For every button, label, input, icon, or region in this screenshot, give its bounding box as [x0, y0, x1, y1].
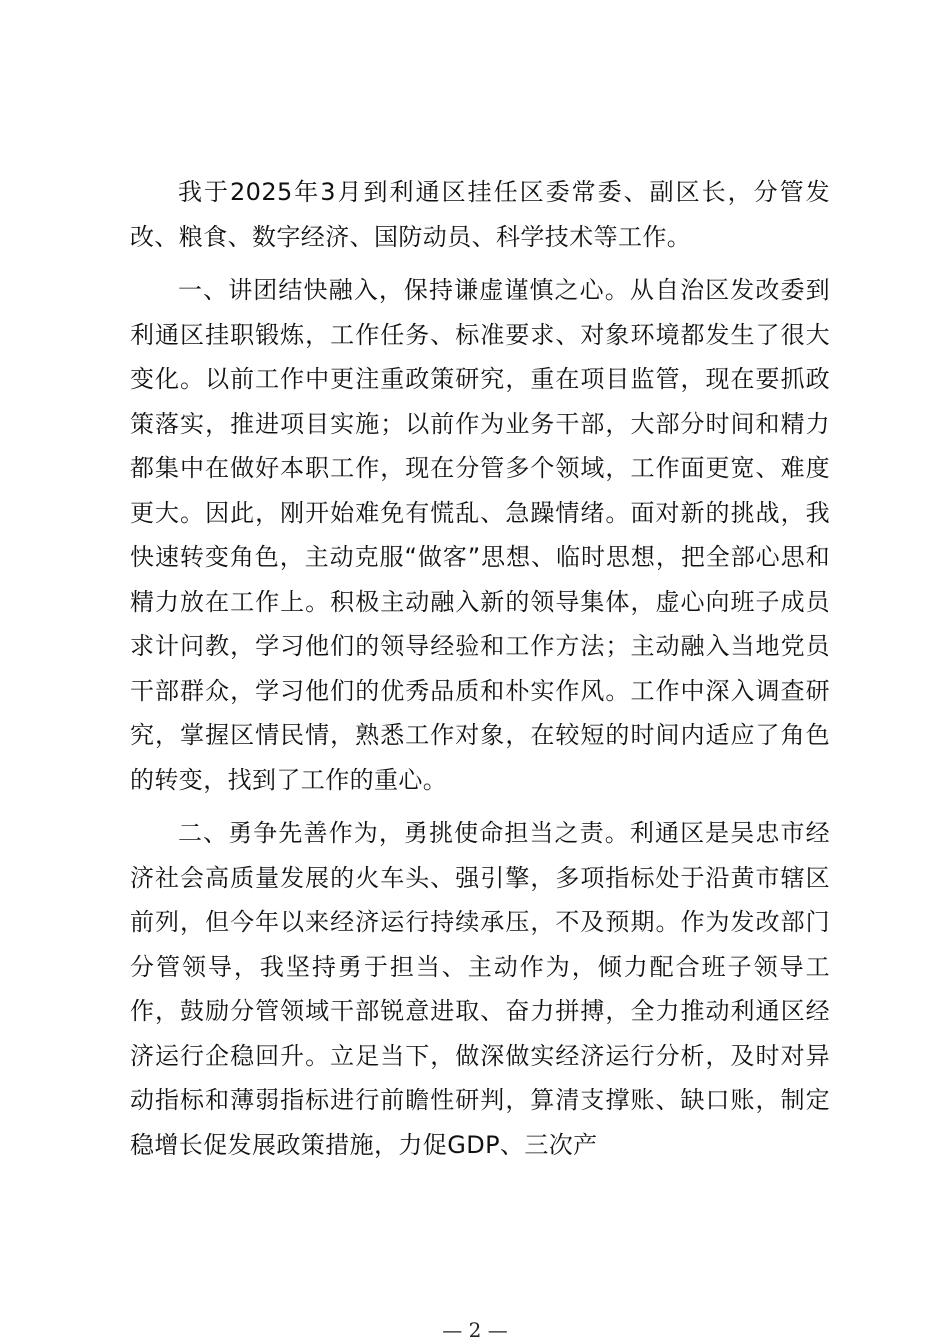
paragraph-section-1: 一、讲团结快融入，保持谦虚谨慎之心。从自治区发改委到利通区挂职锻炼，工作任务、标准要求、对象环境都发生了很大变化。以前工作中更注重政策研究，重在项目监管，现在要抓政策落实，推进项目实施；以前作为业务干部，大部分时间和精力都集中在做好本职工作，现在分管多个领域，工作面更宽、难度更大。因此，刚开始难免有慌乱、急躁情绪。面对新的挑战，我快速转变角色，主动克服“做客”思想、临时思想，把全部心思和精力放在工作上。积极主动融入新的领导集体，虚心向班子成员求计问教，学习他们的领导经验和工作方法；主动融入当地党员干部群众，学习他们的优秀品质和朴实作风。工作中深入调查研究，掌握区情民情，熟悉工作对象，在较短的时间内适应了角色的转变，找到了工作的重心。: [130, 276, 830, 794]
page-number: — 2 —: [442, 1318, 508, 1342]
paragraph-intro: 我于2025年3月到利通区挂任区委常委、副区长，分管发改、粮食、数字经济、国防动员、科学技术等工作。: [130, 178, 830, 251]
paragraph-section-2: 二、勇争先善作为，勇挑使命担当之责。利通区是吴忠市经济社会高质量发展的火车头、强引擎，多项指标处于沿黄市辖区前列，但今年以来经济运行持续承压，不及预期。作为发改部门分管领导，我坚持勇于担当、主动作为，倾力配合班子领导工作，鼓励分管领域干部锐意进取、奋力拼搏，全力推动利通区经济运行企稳回升。立足当下，做深做实经济运行分析，及时对异动指标和薄弱指标进行前瞻性研判，算清支撑账、缺口账，制定稳增长促发展政策措施，力促GDP、三次产: [130, 819, 830, 1159]
document-body: [130, 170, 830, 1176]
